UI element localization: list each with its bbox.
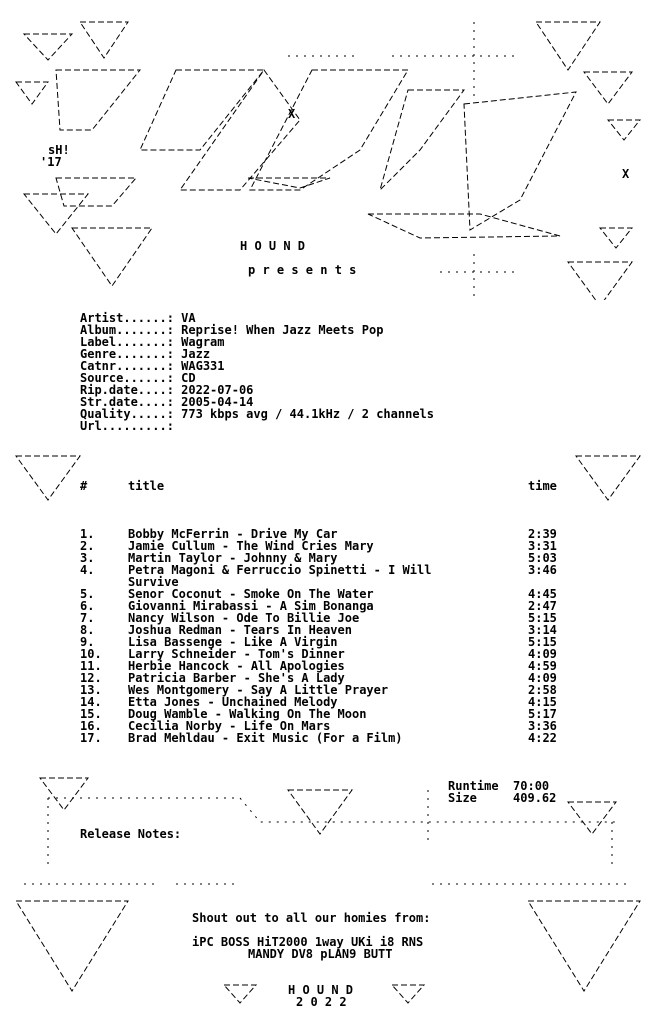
track-time: 4:09 xyxy=(528,671,557,685)
footer-shoutout: Shout out to all our homies from: xyxy=(192,911,431,925)
info-label: Label.......: Wagram xyxy=(80,335,225,349)
track-number: 11. xyxy=(80,659,102,673)
track-time: 5:03 xyxy=(528,551,557,565)
track-title: Brad Mehldau - Exit Music (For a Film) xyxy=(128,731,403,745)
track-time: 2:58 xyxy=(528,683,557,697)
header-group-name: H O U N D xyxy=(240,239,306,253)
info-quality: Quality.....: 773 kbps avg / 44.1kHz / 2 channels xyxy=(80,407,435,421)
track-title: Bobby McFerrin - Drive My Car xyxy=(128,527,338,541)
track-title: Joshua Redman - Tears In Heaven xyxy=(128,623,352,637)
track-time: 5:17 xyxy=(528,707,557,721)
footer-groups-line1: iPC BOSS HiT2000 1way UKi i8 RNS xyxy=(192,935,424,949)
track-time: 5:15 xyxy=(528,635,557,649)
summary-size: Size 409.62 xyxy=(448,791,557,805)
track-time: 3:14 xyxy=(528,623,557,637)
info-genre: Genre.......: Jazz xyxy=(80,347,211,361)
track-time: 3:36 xyxy=(528,719,557,733)
tracklist-col-time: time xyxy=(528,479,557,493)
track-title: Herbie Hancock - All Apologies xyxy=(128,659,345,673)
track-number: 9. xyxy=(80,635,95,649)
summary-runtime: Runtime 70:00 xyxy=(448,779,550,793)
tracklist-col-title: title xyxy=(128,479,165,493)
footer-year: 2 0 2 2 xyxy=(296,995,347,1009)
track-title: Petra Magoni & Ferruccio Spinetti - I Will xyxy=(128,563,432,577)
track-number: 2. xyxy=(80,539,95,553)
track-time: 4:45 xyxy=(528,587,557,601)
track-title: Larry Schneider - Tom's Dinner xyxy=(128,647,345,661)
track-title: Giovanni Mirabassi - A Sim Bonanga xyxy=(128,599,374,613)
track-number: 16. xyxy=(80,719,102,733)
track-number: 1. xyxy=(80,527,95,541)
track-number: 4. xyxy=(80,563,95,577)
track-time: 4:15 xyxy=(528,695,557,709)
info-source: Source......: CD xyxy=(80,371,196,385)
track-time: 2:47 xyxy=(528,599,557,613)
track-title: Wes Montgomery - Say A Little Prayer xyxy=(128,683,389,697)
info-album: Album.......: Reprise! When Jazz Meets Pop xyxy=(80,323,384,337)
track-number: 6. xyxy=(80,599,95,613)
track-number: 17. xyxy=(80,731,102,745)
track-time: 4:09 xyxy=(528,647,557,661)
group-small-tag: sH! xyxy=(48,143,70,157)
track-number: 13. xyxy=(80,683,102,697)
track-time: 4:22 xyxy=(528,731,557,745)
track-number: 15. xyxy=(80,707,102,721)
track-number: 7. xyxy=(80,611,95,625)
track-title: Lisa Bassenge - Like A Virgin xyxy=(128,635,338,649)
track-time: 3:31 xyxy=(528,539,557,553)
info-catnr: Catnr.......: WAG331 xyxy=(80,359,225,373)
track-title: Doug Wamble - Walking On The Moon xyxy=(128,707,367,721)
footer-groups-line2: MANDY DV8 pLAN9 BUTT xyxy=(248,947,393,961)
track-number: 8. xyxy=(80,623,95,637)
info-artist: Artist......: VA xyxy=(80,311,196,325)
info-rip-date: Rip.date....: 2022-07-06 xyxy=(80,383,254,397)
release-notes-label: Release Notes: xyxy=(80,827,182,841)
info-url: Url.........: xyxy=(80,419,174,433)
track-title: Jamie Cullum - The Wind Cries Mary xyxy=(128,539,374,553)
track-number: 5. xyxy=(80,587,95,601)
track-time: 2:39 xyxy=(528,527,557,541)
header-presents: p r e s e n t s xyxy=(248,263,357,277)
logo-x-mark: X xyxy=(622,167,630,181)
logo-art xyxy=(0,0,648,300)
track-number: 3. xyxy=(80,551,95,565)
track-time: 3:46 xyxy=(528,563,557,577)
track-number: 14. xyxy=(80,695,102,709)
footer-group-name: H O U N D xyxy=(288,983,354,997)
tracklist-col-num: # xyxy=(80,479,88,493)
track-time: 4:59 xyxy=(528,659,557,673)
track-time: 5:15 xyxy=(528,611,557,625)
track-title: Martin Taylor - Johnny & Mary xyxy=(128,551,338,565)
track-title: Senor Coconut - Smoke On The Water xyxy=(128,587,374,601)
info-str-date: Str.date....: 2005-04-14 xyxy=(80,395,254,409)
track-number: 12. xyxy=(80,671,102,685)
track-title: Etta Jones - Unchained Melody xyxy=(128,695,338,709)
track-title-continued: Survive xyxy=(128,575,179,589)
track-title: Cecilia Norby - Life On Mars xyxy=(128,719,331,733)
logo-x-mark: X xyxy=(288,107,296,121)
year-small-tag: '17 xyxy=(40,155,62,169)
track-title: Nancy Wilson - Ode To Billie Joe xyxy=(128,611,360,625)
track-number: 10. xyxy=(80,647,102,661)
track-title: Patricia Barber - She's A Lady xyxy=(128,671,345,685)
